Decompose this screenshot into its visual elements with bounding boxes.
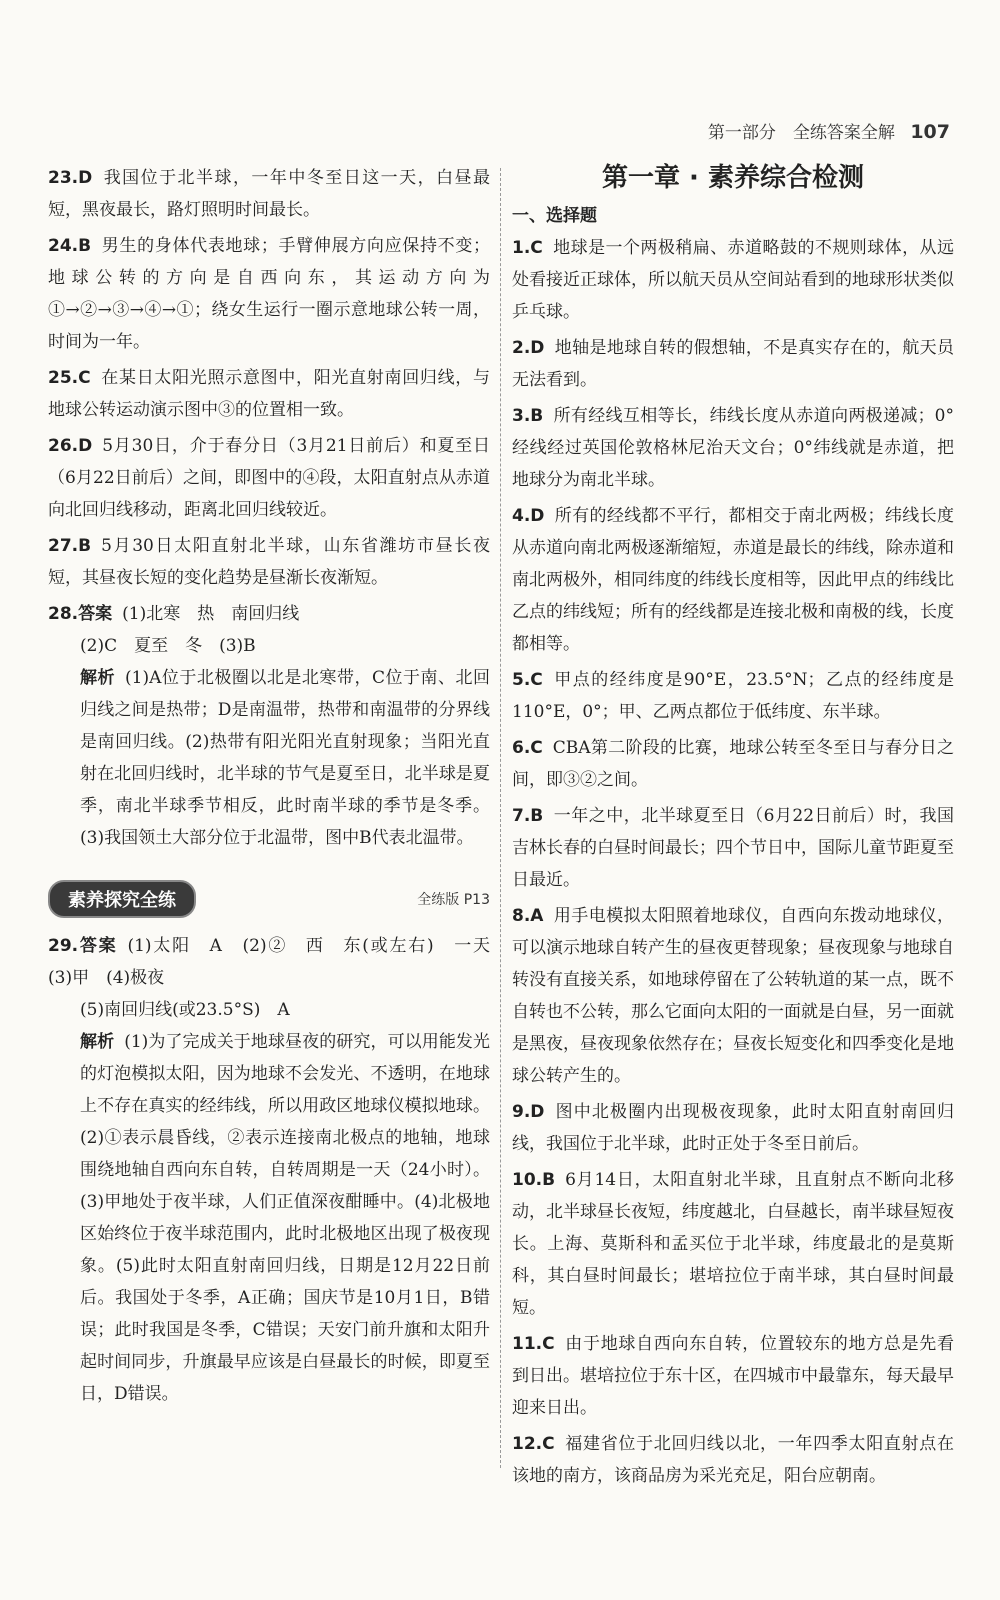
left-column <box>48 162 508 1414</box>
answer-item-25 <box>48 362 490 426</box>
page-number: 107 <box>910 121 950 143</box>
item-number: 10.B <box>512 1170 556 1190</box>
item-number: 26.D <box>48 436 93 456</box>
item-text: 所有经线互相等长，纬线长度从赤道向两极递减；0°经线经过英国伦敦格林尼治天文台；0°纬线就是赤道，把地球分为南北半球。 <box>512 406 954 490</box>
analysis-label: 解析 <box>80 1032 115 1052</box>
item-text: CBA第二阶段的比赛，地球公转至冬至日与春分日之间，即③②之间。 <box>512 738 954 790</box>
item-number: 29.答案 <box>48 936 118 956</box>
item-text: 甲点的经纬度是90°E，23.5°N；乙点的经纬度是110°E，0°；甲、乙两点都位于低纬度、东半球。 <box>512 670 954 722</box>
item-text: 5月30日，介于春分日（3月21日前后）和夏至日（6月22日前后）之间，即图中的④段，太阳直射点从赤道向北回归线移动，距离北回归线较近。 <box>48 436 490 520</box>
item-text: 我国位于北半球，一年中冬至日这一天，白昼最短，黑夜最长，路灯照明时间最长。 <box>48 168 490 220</box>
item-number: 3.B <box>512 406 544 426</box>
answer-item-2 <box>512 332 954 396</box>
item-number: 24.B <box>48 236 92 256</box>
item-text: 所有的经线都不平行，都相交于南北两极；纬线长度从赤道向南北两极逐渐缩短，赤道是最长的纬线，除赤道和南北两极外，相同纬度的纬线长度相等，因此甲点的纬线比乙点的纬线短；所有的经线都是连接北极和南极的线，长度都相等。 <box>512 506 954 654</box>
item-number: 4.D <box>512 506 545 526</box>
item-number: 25.C <box>48 368 91 388</box>
column-divider <box>500 168 501 1468</box>
item-text: 福建省位于北回归线以北，一年四季太阳直射点在该地的南方，该商品房为采光充足，阳台应朝南。 <box>512 1434 954 1486</box>
item-number: 9.D <box>512 1102 545 1122</box>
answer-item-27 <box>48 530 490 594</box>
answer-item-3 <box>512 400 954 496</box>
item-number: 28.答案 <box>48 604 113 624</box>
item-number: 5.C <box>512 670 543 690</box>
item-number: 2.D <box>512 338 545 358</box>
section-heading: 一、选择题 <box>512 206 597 226</box>
analysis-text: (1)A位于北极圈以北是北寒带，C位于南、北回归线之间是热带；D是南温带，热带和南温带的分界线是南回归线。(2)热带有阳光阳光直射现象；当阳光直射在北回归线时，北半球的节气是夏至日，北半球是夏季，南北半球季节相反，此时南半球的季节是冬季。(3)我国领土大部分位于北温带，图中B代表北温带。 <box>80 668 490 848</box>
banner-ref: 全练版 P13 <box>417 892 490 908</box>
answer-line-2: (2)C 夏至 冬 (3)B <box>80 636 256 656</box>
answer-item-24 <box>48 230 490 358</box>
item-text: 男生的身体代表地球；手臂伸展方向应保持不变；地球公转的方向是自西向东，其运动方向为①→②→③→④→①；绕女生运行一圈示意地球公转一周，时间为一年。 <box>48 236 490 352</box>
answer-item-12 <box>512 1428 954 1492</box>
item-number: 27.B <box>48 536 92 556</box>
item-number: 7.B <box>512 806 544 826</box>
item-text: 由于地球自西向东自转，位置较东的地方总是先看到日出。堪培拉位于东十区，在四城市中最靠东，每天最早迎来日出。 <box>512 1334 954 1418</box>
answer-item-7 <box>512 800 954 896</box>
item-number: 12.C <box>512 1434 555 1454</box>
section-banner <box>48 880 490 918</box>
analysis-text: (1)为了完成关于地球昼夜的研究，可以用能发光的灯泡模拟太阳，因为地球不会发光、不透明，在地球上不存在真实的经纬线，所以用政区地球仪模拟地球。(2)①表示晨昏线，②表示连接南北极点的地轴，地球围绕地轴自西向东自转，自转周期是一天（24小时）。(3)甲地处于夜半球，人们正值深夜酣睡中。(4)北极地区始终位于夜半球范围内，此时北极地区出现了极夜现象。(5)此时太阳直射南回归线，日期是12月22日前后。我国处于冬季，A正确；国庆节是10月1日，B错误；此时我国是冬季，C错误；天安门前升旗和太阳升起时间同步，升旗最早应该是白昼最长的时候，即夏至日，D错误。 <box>80 1032 491 1404</box>
right-column <box>512 162 954 1496</box>
answer-line-1: (1)北寒 热 南回归线 <box>122 604 300 624</box>
item-text: 6月14日，太阳直射北半球，且直射点不断向北移动，北半球昼长夜短，纬度越北，白昼越长，南半球昼短夜长。上海、莫斯科和孟买位于北半球，纬度最北的是莫斯科，其白昼时间最长；堪培拉位于南半球，其白昼时间最短。 <box>512 1170 954 1318</box>
answer-item-26 <box>48 430 490 526</box>
analysis-label: 解析 <box>80 668 116 688</box>
item-number: 6.C <box>512 738 543 758</box>
item-number: 8.A <box>512 906 544 926</box>
answer-item-9 <box>512 1096 954 1160</box>
answer-item-4 <box>512 500 954 660</box>
answer-item-11 <box>512 1328 954 1424</box>
answer-item-8 <box>512 900 954 1092</box>
banner-title: 素养探究全练 <box>48 880 196 918</box>
answer-item-23 <box>48 162 490 226</box>
item-number: 23.D <box>48 168 93 188</box>
item-text: 5月30日太阳直射北半球，山东省潍坊市昼长夜短，其昼夜长短的变化趋势是昼渐长夜渐短。 <box>48 536 490 588</box>
item-text: 图中北极圈内出现极夜现象，此时太阳直射南回归线，我国位于北半球，此时正处于冬至日前后。 <box>512 1102 954 1154</box>
page-header <box>708 118 950 143</box>
answer-item-6 <box>512 732 954 796</box>
answer-line-1: (1)太阳 A (2)② 西 东(或左右) 一天 (3)甲 (4)极夜 <box>48 936 508 988</box>
item-text: 一年之中，北半球夏至日（6月22日前后）时，我国吉林长春的白昼时间最长；四个节日中，国际儿童节距夏至日最近。 <box>512 806 954 890</box>
answer-item-1 <box>512 232 954 328</box>
item-number: 11.C <box>512 1334 555 1354</box>
answer-line-2: (5)南回归线(或23.5°S) A <box>80 1000 290 1020</box>
item-number: 1.C <box>512 238 543 258</box>
item-text: 在某日太阳光照示意图中，阳光直射南回归线，与地球公转运动演示图中③的位置相一致。 <box>48 368 490 420</box>
chapter-title: 第一章 · 素养综合检测 <box>602 163 864 193</box>
header-part: 第一部分 全练答案全解 <box>707 123 895 143</box>
answer-item-5 <box>512 664 954 728</box>
answer-item-29 <box>48 930 508 1410</box>
answer-item-28 <box>48 598 490 854</box>
item-text: 用手电模拟太阳照着地球仪，自西向东拨动地球仪，可以演示地球自转产生的昼夜更替现象；昼夜现象与地球自转没有直接关系，如地球停留在了公转轨道的某一点，既不自转也不公转，那么它面向太阳的一面就是白昼，另一面就是黑夜，昼夜现象依然存在；昼夜长短变化和四季变化是地球公转产生的。 <box>512 906 954 1086</box>
answer-item-10 <box>512 1164 954 1324</box>
item-text: 地轴是地球自转的假想轴，不是真实存在的，航天员无法看到。 <box>512 338 954 390</box>
item-text: 地球是一个两极稍扁、赤道略鼓的不规则球体，从远处看接近正球体，所以航天员从空间站看到的地球形状类似乒乓球。 <box>512 238 954 322</box>
